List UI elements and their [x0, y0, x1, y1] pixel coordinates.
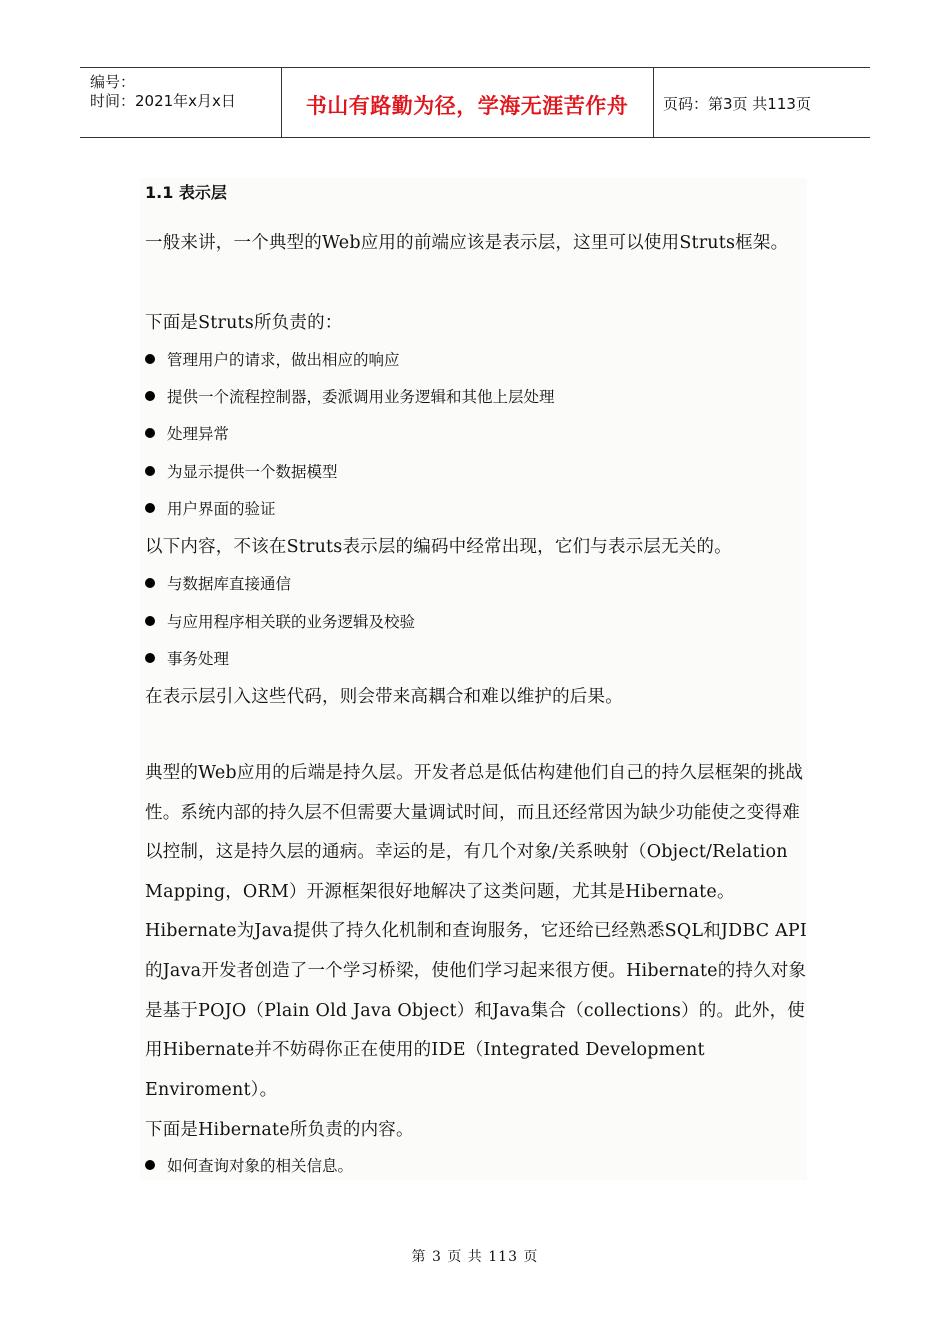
paragraph-coupling: 在表示层引入这些代码，则会带来高耦合和难以维护的后果。	[145, 687, 623, 707]
list-item: 事务处理	[145, 649, 229, 669]
paragraph-intro: 一般来讲，一个典型的Web应用的前端应该是表示层，这里可以使用Struts框架。	[145, 233, 789, 253]
list-item: 与数据库直接通信	[145, 574, 291, 594]
bullet-icon	[145, 578, 155, 588]
list-item: 处理异常	[145, 424, 229, 444]
list-item: 为显示提供一个数据模型	[145, 462, 338, 482]
list-item: 管理用户的请求，做出相应的响应	[145, 350, 400, 370]
bullet-icon	[145, 428, 155, 438]
list-item: 用户界面的验证	[145, 499, 276, 519]
bullet-icon	[145, 466, 155, 476]
bullet-icon	[145, 503, 155, 513]
bullet-icon	[145, 354, 155, 364]
paragraph-not-in-presentation: 以下内容，不该在Struts表示层的编码中经常出现，它们与表示层无关的。	[145, 537, 732, 557]
page-header	[80, 67, 870, 138]
header-meta-cell	[80, 68, 282, 137]
list-item: 提供一个流程控制器，委派调用业务逻辑和其他上层处理	[145, 387, 555, 407]
page-info: 页码：第3页 共113页	[663, 95, 811, 113]
list-item: 与应用程序相关联的业务逻辑及校验	[145, 612, 415, 632]
bullet-icon	[145, 616, 155, 626]
time-label: 时间：2021年x月x日	[90, 92, 236, 110]
paragraph-persistence: 典型的Web应用的后端是持久层。开发者总是低估构建他们自己的持久层框架的挑战性。系统内部的持久层不但需要大量调试时间，而且还经常因为缺少功能使之变得难以控制，这是持久层的通病。幸运的是，有几个对象/关系映射（Object/Relation Mapping，ORM）开源框架很好地解决了这类问题，尤其是Hibernate。Hibernate为Java提供了持久化机制和查询服务，它还给已经熟悉SQL和JDBC API的Java开发者创造了一个学习桥梁，使他们学习起来很方便。Hibernate的持久对象是基于POJO（Plain Old Java Object）和Java集合（collections）的。此外，使用Hibernate并不妨碍你正在使用的IDE（Integrated Development Enviroment）。	[145, 763, 808, 1100]
page-footer: 第 3 页 共 113 页	[411, 1249, 539, 1265]
paragraph-hibernate-duties-intro: 下面是Hibernate所负责的内容。	[145, 1120, 414, 1140]
motto-text: 书山有路勤为径，学海无涯苦作舟	[305, 94, 629, 118]
list-item: 如何查询对象的相关信息。	[145, 1156, 353, 1176]
bullet-icon	[145, 653, 155, 663]
number-label: 编号：	[90, 73, 136, 91]
document-body	[140, 178, 807, 1180]
paragraph-struts-duties-intro: 下面是Struts所负责的：	[145, 313, 343, 333]
bullet-icon	[145, 1160, 155, 1170]
bullet-icon	[145, 391, 155, 401]
header-motto-cell	[281, 68, 654, 137]
header-page-cell	[654, 68, 870, 137]
section-title: 1.1 表示层	[145, 183, 227, 202]
